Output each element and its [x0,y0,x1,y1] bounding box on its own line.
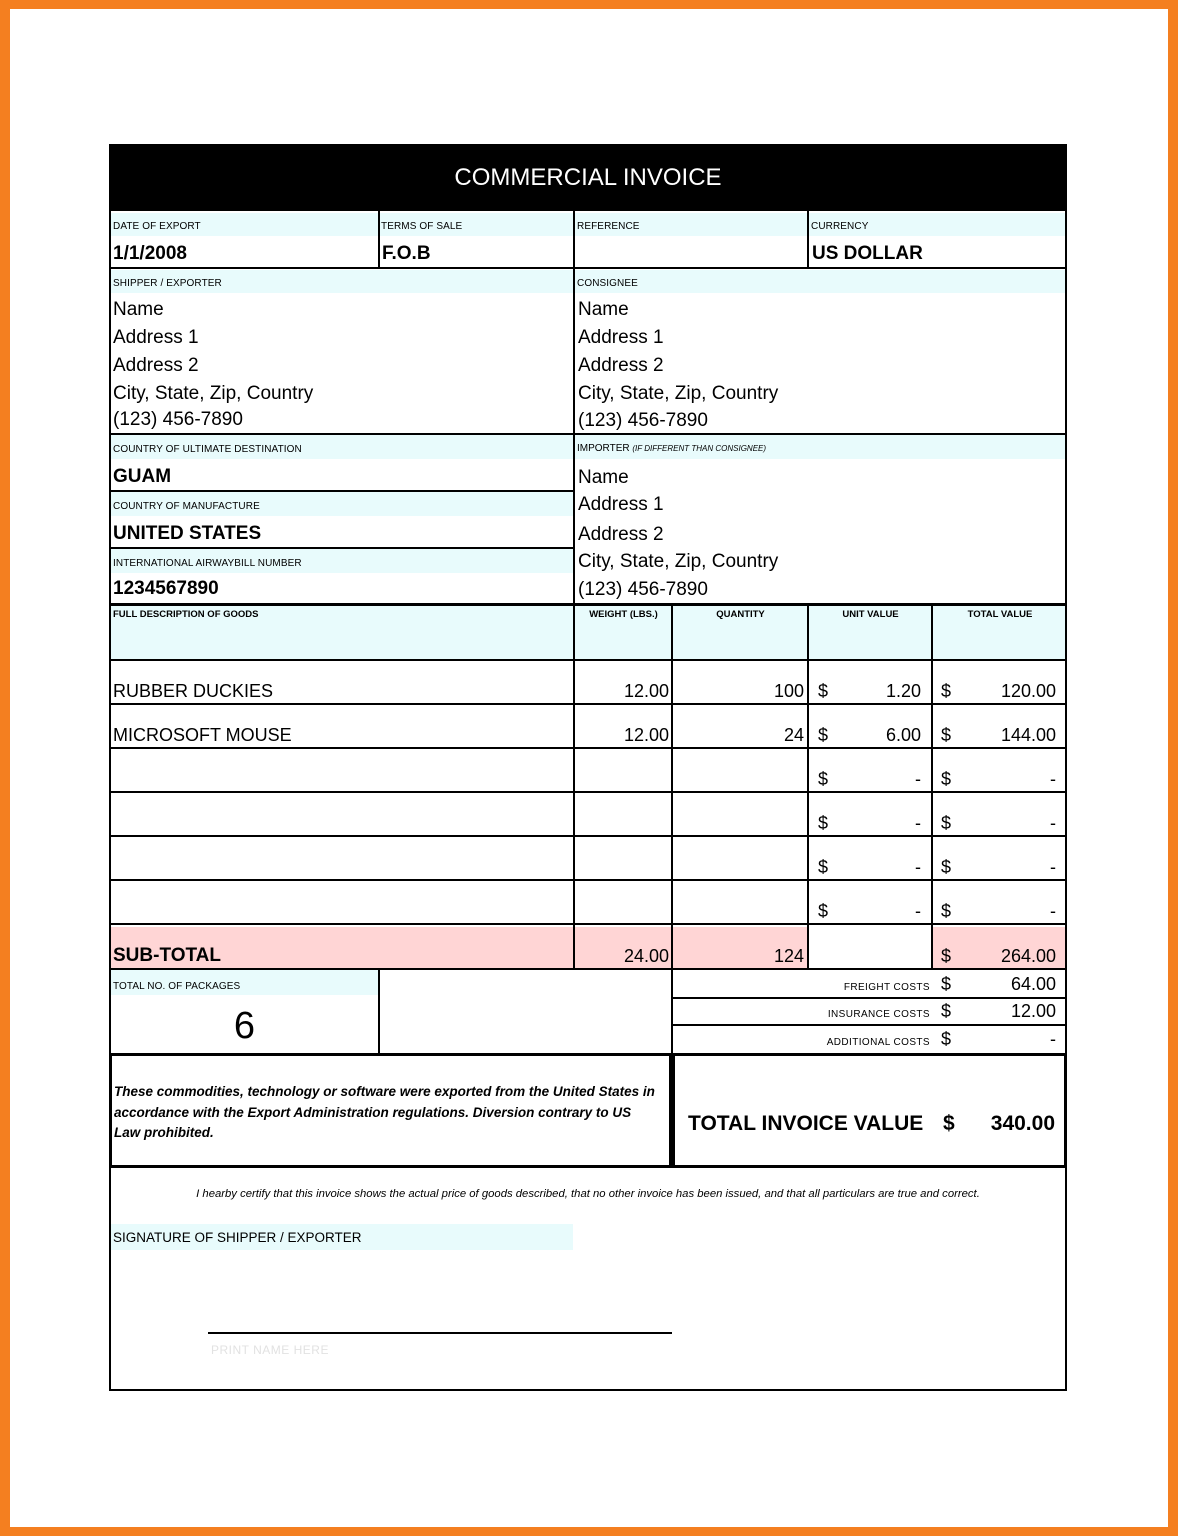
total-invoice-box [672,1053,1067,1168]
consignee-address-2[interactable]: Address 2 [578,355,664,376]
shipper-address-1[interactable]: Address 1 [113,327,199,348]
cost-label: INSURANCE COSTS [827,1009,930,1020]
item-unit-value[interactable]: - [915,901,921,921]
item-unit-value[interactable]: - [915,769,921,789]
consignee-city[interactable]: City, State, Zip, Country [578,383,779,404]
table-row-divider [109,791,1067,793]
item-unit-value[interactable]: 6.00 [885,725,921,745]
terms-of-sale-value[interactable]: F.O.B [382,243,431,264]
item-unit-value[interactable]: - [915,857,921,877]
notice-box [109,1053,672,1168]
importer-label [577,443,766,455]
item-unit-currency[interactable]: $ [818,813,829,833]
table-row-divider [109,747,1067,749]
title-bar [109,144,1067,211]
item-total-value[interactable]: - [1050,769,1056,789]
importer-label-note: (IF DIFFERENT THAN CONSIGNEE) [632,444,767,453]
table-row-divider [109,923,1067,925]
date-of-export-label: DATE OF EXPORT [113,221,201,232]
airwaybill-value[interactable]: 1234567890 [113,578,219,599]
divider [378,211,380,268]
item-unit-currency[interactable]: $ [818,901,829,921]
invoice-title: COMMERCIAL INVOICE [454,164,722,191]
signature-label: SIGNATURE OF SHIPPER / EXPORTER [113,1230,362,1245]
divider [671,1024,1067,1026]
item-weight[interactable]: 12.00 [623,725,669,745]
goods-header-weight: WEIGHT (LBS.) [589,609,658,620]
divider [378,968,380,1054]
item-total-value[interactable]: - [1050,857,1056,877]
importer-name[interactable]: Name [578,467,629,488]
cost-currency: $ [941,1001,952,1021]
cost-currency: $ [941,974,952,994]
subtotal-unit-blank [809,927,931,969]
importer-label-text: IMPORTER [577,443,630,454]
destination-label: COUNTRY OF ULTIMATE DESTINATION [113,444,302,455]
table-row-divider [109,835,1067,837]
signature-line[interactable] [208,1332,672,1334]
item-unit-currency[interactable]: $ [818,769,829,789]
total-invoice-value: 340.00 [990,1112,1055,1135]
item-total-currency[interactable]: $ [941,725,952,745]
consignee-phone[interactable]: (123) 456-7890 [578,410,708,431]
item-total-currency[interactable]: $ [941,769,952,789]
item-total-currency[interactable]: $ [941,681,952,701]
date-of-export-value[interactable]: 1/1/2008 [113,243,187,264]
importer-address-1[interactable]: Address 1 [578,494,664,515]
divider [807,211,809,268]
divider [671,604,673,969]
item-quantity[interactable]: 24 [783,725,804,745]
item-description[interactable]: MICROSOFT MOUSE [113,725,292,745]
manufacture-value[interactable]: UNITED STATES [113,523,262,544]
manufacture-label: COUNTRY OF MANUFACTURE [113,501,260,512]
subtotal-label: SUB-TOTAL [113,945,222,966]
subtotal-weight: 24.00 [623,946,669,966]
item-weight[interactable]: 12.00 [623,681,669,701]
total-invoice-currency: $ [943,1112,955,1135]
divider [807,604,809,969]
divider [573,604,575,969]
divider [573,925,575,969]
print-name-placeholder[interactable]: PRINT NAME HERE [211,1343,329,1357]
cost-label: FREIGHT COSTS [843,982,930,993]
item-total-currency[interactable]: $ [941,813,952,833]
subtotal-quantity: 124 [773,946,804,966]
divider [807,925,809,969]
destination-value[interactable]: GUAM [113,466,172,487]
subtotal-currency: $ [941,946,952,966]
divider [671,997,1067,999]
item-total-value[interactable]: 144.00 [1000,725,1056,745]
consignee-label: CONSIGNEE [577,278,638,289]
importer-phone[interactable]: (123) 456-7890 [578,579,708,600]
cost-value[interactable]: - [1050,1029,1056,1049]
cost-value[interactable]: 12.00 [1010,1001,1056,1021]
shipper-name[interactable]: Name [113,299,164,320]
item-total-value[interactable]: - [1050,813,1056,833]
goods-header-unit-value: UNIT VALUE [842,609,899,620]
divider [109,267,1067,269]
shipper-label: SHIPPER / EXPORTER [113,278,222,289]
item-unit-value[interactable]: 1.20 [885,681,921,701]
goods-header-quantity: QUANTITY [716,609,765,620]
divider [931,604,933,969]
total-invoice-label: TOTAL INVOICE VALUE [688,1112,924,1135]
shipper-city[interactable]: City, State, Zip, Country [113,383,314,404]
export-notice: These commodities, technology or software were exported from the United States in accordance with the Export Administration regulations. Diversion contrary to US Law prohibited. [114,1084,655,1140]
goods-header-description: FULL DESCRIPTION OF GOODS [113,609,259,620]
table-row-divider [109,703,1067,705]
terms-of-sale-label: TERMS OF SALE [381,221,463,232]
cost-label: ADDITIONAL COSTS [826,1037,930,1048]
item-unit-currency[interactable]: $ [818,681,829,701]
certification-text: I hearby certify that this invoice shows the actual price of goods described, that no other invoice has been issued, and that all particulars are true and correct. [196,1188,980,1200]
cost-value[interactable]: 64.00 [1010,974,1056,994]
shipper-phone[interactable]: (123) 456-7890 [113,409,243,430]
importer-address-2[interactable]: Address 2 [578,524,664,545]
item-total-currency[interactable]: $ [941,857,952,877]
item-unit-currency[interactable]: $ [818,857,829,877]
cost-currency: $ [941,1029,952,1049]
reference-label: REFERENCE [577,221,640,232]
item-total-value[interactable]: - [1050,901,1056,921]
item-unit-value[interactable]: - [915,813,921,833]
divider [109,659,1067,661]
item-total-currency[interactable]: $ [941,901,952,921]
divider [573,211,575,268]
subtotal-total: 264.00 [1000,946,1056,966]
shipper-address-2[interactable]: Address 2 [113,355,199,376]
packages-label: TOTAL NO. OF PACKAGES [113,981,241,992]
item-unit-currency[interactable]: $ [818,725,829,745]
packages-value[interactable]: 6 [233,1005,256,1047]
divider [671,925,673,969]
table-row-divider [109,879,1067,881]
airwaybill-label: INTERNATIONAL AIRWAYBILL NUMBER [113,558,302,569]
goods-header-total-value: TOTAL VALUE [967,609,1033,620]
item-quantity[interactable]: 100 [773,681,804,701]
currency-value[interactable]: US DOLLAR [812,243,923,264]
importer-city[interactable]: City, State, Zip, Country [578,551,779,572]
divider [931,925,933,969]
consignee-name[interactable]: Name [578,299,629,320]
item-total-value[interactable]: 120.00 [1000,681,1056,701]
currency-label: CURRENCY [811,221,869,232]
item-description[interactable]: RUBBER DUCKIES [113,681,274,701]
consignee-address-1[interactable]: Address 1 [578,327,664,348]
